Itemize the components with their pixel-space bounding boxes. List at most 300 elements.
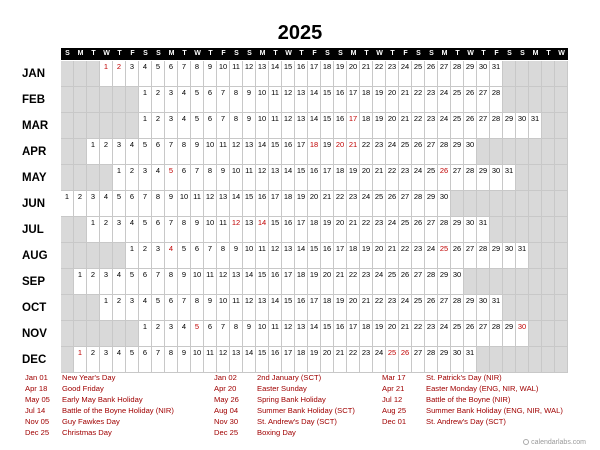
day-cell[interactable]: 31	[529, 113, 542, 139]
day-cell[interactable]: 8	[165, 347, 178, 373]
day-cell[interactable]: 31	[477, 217, 490, 243]
day-cell[interactable]: 18	[360, 321, 373, 347]
day-cell[interactable]: 6	[204, 321, 217, 347]
day-cell[interactable]: 13	[295, 113, 308, 139]
day-cell[interactable]: 29	[477, 165, 490, 191]
day-cell[interactable]: 27	[464, 243, 477, 269]
day-cell[interactable]: 14	[308, 321, 321, 347]
day-cell[interactable]: 14	[308, 113, 321, 139]
day-cell[interactable]: 2	[87, 269, 100, 295]
day-cell[interactable]: 28	[451, 61, 464, 87]
day-cell[interactable]: 4	[126, 217, 139, 243]
day-cell[interactable]: 20	[334, 139, 347, 165]
day-cell[interactable]: 18	[308, 139, 321, 165]
day-cell[interactable]: 3	[152, 243, 165, 269]
day-cell[interactable]: 27	[399, 191, 412, 217]
day-cell[interactable]: 19	[373, 113, 386, 139]
day-cell[interactable]: 3	[165, 87, 178, 113]
day-cell[interactable]: 8	[230, 113, 243, 139]
day-cell[interactable]: 1	[100, 61, 113, 87]
day-cell[interactable]: 5	[191, 113, 204, 139]
day-cell[interactable]: 3	[165, 321, 178, 347]
day-cell[interactable]: 20	[334, 217, 347, 243]
day-cell[interactable]: 19	[373, 87, 386, 113]
day-cell[interactable]: 16	[282, 139, 295, 165]
day-cell[interactable]: 14	[243, 347, 256, 373]
day-cell[interactable]: 6	[191, 243, 204, 269]
day-cell[interactable]: 16	[334, 87, 347, 113]
day-cell[interactable]: 9	[191, 139, 204, 165]
day-cell[interactable]: 29	[438, 269, 451, 295]
day-cell[interactable]: 17	[269, 191, 282, 217]
day-cell[interactable]: 17	[321, 165, 334, 191]
day-cell[interactable]: 9	[178, 269, 191, 295]
day-cell[interactable]: 3	[113, 217, 126, 243]
day-cell[interactable]: 3	[126, 295, 139, 321]
day-cell[interactable]: 18	[295, 347, 308, 373]
day-cell[interactable]: 23	[373, 139, 386, 165]
day-cell[interactable]: 27	[412, 269, 425, 295]
day-cell[interactable]: 20	[386, 321, 399, 347]
day-cell[interactable]: 11	[204, 269, 217, 295]
day-cell[interactable]: 9	[204, 61, 217, 87]
day-cell[interactable]: 1	[74, 269, 87, 295]
day-cell[interactable]: 28	[464, 165, 477, 191]
day-cell[interactable]: 18	[360, 87, 373, 113]
day-cell[interactable]: 10	[204, 139, 217, 165]
day-cell[interactable]: 9	[243, 113, 256, 139]
day-cell[interactable]: 11	[256, 243, 269, 269]
day-cell[interactable]: 30	[451, 347, 464, 373]
credit-link[interactable]	[523, 438, 586, 447]
day-cell[interactable]: 27	[477, 321, 490, 347]
day-cell[interactable]: 1	[139, 87, 152, 113]
day-cell[interactable]: 19	[321, 217, 334, 243]
day-cell[interactable]: 31	[464, 347, 477, 373]
day-cell[interactable]: 3	[100, 347, 113, 373]
day-cell[interactable]: 25	[412, 61, 425, 87]
day-cell[interactable]: 3	[113, 139, 126, 165]
day-cell[interactable]: 9	[165, 191, 178, 217]
day-cell[interactable]: 5	[113, 191, 126, 217]
day-cell[interactable]: 15	[282, 295, 295, 321]
day-cell[interactable]: 4	[139, 61, 152, 87]
day-cell[interactable]: 7	[178, 295, 191, 321]
day-cell[interactable]: 17	[282, 347, 295, 373]
day-cell[interactable]: 26	[399, 347, 412, 373]
day-cell[interactable]: 10	[230, 165, 243, 191]
day-cell[interactable]: 6	[139, 347, 152, 373]
day-cell[interactable]: 11	[204, 347, 217, 373]
day-cell[interactable]: 26	[464, 113, 477, 139]
day-cell[interactable]: 10	[191, 347, 204, 373]
day-cell[interactable]: 17	[295, 139, 308, 165]
day-cell[interactable]: 9	[178, 347, 191, 373]
day-cell[interactable]: 5	[178, 243, 191, 269]
day-cell[interactable]: 12	[269, 243, 282, 269]
day-cell[interactable]: 31	[490, 295, 503, 321]
day-cell[interactable]: 24	[438, 87, 451, 113]
day-cell[interactable]: 14	[269, 61, 282, 87]
day-cell[interactable]: 24	[373, 269, 386, 295]
day-cell[interactable]: 8	[178, 139, 191, 165]
day-cell[interactable]: 23	[373, 217, 386, 243]
day-cell[interactable]: 3	[139, 165, 152, 191]
day-cell[interactable]: 27	[477, 113, 490, 139]
day-cell[interactable]: 10	[256, 113, 269, 139]
day-cell[interactable]: 2	[152, 87, 165, 113]
day-cell[interactable]: 21	[321, 191, 334, 217]
day-cell[interactable]: 21	[399, 113, 412, 139]
day-cell[interactable]: 28	[477, 243, 490, 269]
day-cell[interactable]: 30	[490, 165, 503, 191]
day-cell[interactable]: 24	[425, 243, 438, 269]
day-cell[interactable]: 31	[490, 61, 503, 87]
day-cell[interactable]: 15	[256, 347, 269, 373]
day-cell[interactable]: 22	[399, 243, 412, 269]
day-cell[interactable]: 21	[360, 295, 373, 321]
day-cell[interactable]: 15	[295, 165, 308, 191]
day-cell[interactable]: 12	[282, 87, 295, 113]
day-cell[interactable]: 13	[230, 269, 243, 295]
day-cell[interactable]: 13	[269, 165, 282, 191]
day-cell[interactable]: 2	[152, 321, 165, 347]
day-cell[interactable]: 23	[386, 61, 399, 87]
day-cell[interactable]: 25	[399, 139, 412, 165]
day-cell[interactable]: 12	[230, 217, 243, 243]
day-cell[interactable]: 4	[178, 113, 191, 139]
day-cell[interactable]: 25	[386, 347, 399, 373]
day-cell[interactable]: 19	[334, 61, 347, 87]
day-cell[interactable]: 29	[451, 217, 464, 243]
day-cell[interactable]: 8	[178, 217, 191, 243]
day-cell[interactable]: 5	[126, 347, 139, 373]
day-cell[interactable]: 8	[230, 321, 243, 347]
day-cell[interactable]: 7	[165, 139, 178, 165]
day-cell[interactable]: 21	[386, 243, 399, 269]
day-cell[interactable]: 23	[360, 347, 373, 373]
day-cell[interactable]: 15	[308, 243, 321, 269]
day-cell[interactable]: 28	[425, 269, 438, 295]
day-cell[interactable]: 14	[282, 165, 295, 191]
day-cell[interactable]: 2	[100, 217, 113, 243]
day-cell[interactable]: 3	[100, 269, 113, 295]
day-cell[interactable]: 22	[412, 87, 425, 113]
day-cell[interactable]: 6	[204, 113, 217, 139]
day-cell[interactable]: 29	[425, 191, 438, 217]
day-cell[interactable]: 1	[126, 243, 139, 269]
day-cell[interactable]: 13	[256, 61, 269, 87]
day-cell[interactable]: 13	[243, 217, 256, 243]
day-cell[interactable]: 7	[204, 243, 217, 269]
day-cell[interactable]: 30	[438, 191, 451, 217]
day-cell[interactable]: 15	[321, 321, 334, 347]
day-cell[interactable]: 13	[295, 87, 308, 113]
day-cell[interactable]: 26	[464, 321, 477, 347]
day-cell[interactable]: 26	[399, 269, 412, 295]
day-cell[interactable]: 7	[152, 269, 165, 295]
day-cell[interactable]: 26	[438, 165, 451, 191]
day-cell[interactable]: 6	[204, 87, 217, 113]
day-cell[interactable]: 25	[451, 321, 464, 347]
day-cell[interactable]: 20	[360, 165, 373, 191]
day-cell[interactable]: 5	[152, 295, 165, 321]
day-cell[interactable]: 1	[61, 191, 74, 217]
day-cell[interactable]: 18	[347, 243, 360, 269]
day-cell[interactable]: 30	[464, 217, 477, 243]
day-cell[interactable]: 10	[256, 87, 269, 113]
day-cell[interactable]: 15	[269, 139, 282, 165]
day-cell[interactable]: 25	[425, 165, 438, 191]
day-cell[interactable]: 11	[217, 217, 230, 243]
day-cell[interactable]: 24	[438, 113, 451, 139]
day-cell[interactable]: 5	[191, 321, 204, 347]
day-cell[interactable]: 18	[308, 217, 321, 243]
day-cell[interactable]: 1	[139, 321, 152, 347]
day-cell[interactable]: 21	[360, 61, 373, 87]
day-cell[interactable]: 13	[256, 295, 269, 321]
day-cell[interactable]: 2	[74, 191, 87, 217]
day-cell[interactable]: 22	[360, 139, 373, 165]
day-cell[interactable]: 7	[165, 217, 178, 243]
day-cell[interactable]: 12	[243, 295, 256, 321]
day-cell[interactable]: 28	[490, 321, 503, 347]
day-cell[interactable]: 2	[113, 295, 126, 321]
day-cell[interactable]: 18	[321, 61, 334, 87]
day-cell[interactable]: 9	[243, 321, 256, 347]
day-cell[interactable]: 11	[269, 321, 282, 347]
day-cell[interactable]: 23	[412, 243, 425, 269]
day-cell[interactable]: 17	[347, 87, 360, 113]
day-cell[interactable]: 12	[243, 61, 256, 87]
day-cell[interactable]: 14	[256, 217, 269, 243]
day-cell[interactable]: 24	[386, 217, 399, 243]
day-cell[interactable]: 16	[308, 165, 321, 191]
day-cell[interactable]: 17	[308, 295, 321, 321]
day-cell[interactable]: 30	[503, 243, 516, 269]
day-cell[interactable]: 24	[360, 191, 373, 217]
day-cell[interactable]: 10	[217, 295, 230, 321]
day-cell[interactable]: 20	[386, 87, 399, 113]
day-cell[interactable]: 15	[282, 61, 295, 87]
day-cell[interactable]: 12	[256, 165, 269, 191]
day-cell[interactable]: 11	[243, 165, 256, 191]
day-cell[interactable]: 4	[178, 321, 191, 347]
day-cell[interactable]: 3	[165, 113, 178, 139]
day-cell[interactable]: 24	[386, 139, 399, 165]
day-cell[interactable]: 11	[191, 191, 204, 217]
day-cell[interactable]: 8	[217, 243, 230, 269]
day-cell[interactable]: 4	[113, 269, 126, 295]
day-cell[interactable]: 12	[217, 347, 230, 373]
day-cell[interactable]: 25	[386, 269, 399, 295]
day-cell[interactable]: 22	[334, 191, 347, 217]
day-cell[interactable]: 7	[217, 321, 230, 347]
day-cell[interactable]: 6	[165, 61, 178, 87]
day-cell[interactable]: 28	[490, 113, 503, 139]
day-cell[interactable]: 16	[321, 243, 334, 269]
day-cell[interactable]: 21	[334, 347, 347, 373]
day-cell[interactable]: 26	[412, 217, 425, 243]
day-cell[interactable]: 15	[256, 269, 269, 295]
day-cell[interactable]: 18	[282, 191, 295, 217]
day-cell[interactable]: 21	[399, 321, 412, 347]
day-cell[interactable]: 11	[217, 139, 230, 165]
day-cell[interactable]: 23	[425, 113, 438, 139]
day-cell[interactable]: 15	[269, 217, 282, 243]
day-cell[interactable]: 6	[139, 269, 152, 295]
day-cell[interactable]: 30	[516, 321, 529, 347]
day-cell[interactable]: 16	[256, 191, 269, 217]
day-cell[interactable]: 17	[308, 61, 321, 87]
day-cell[interactable]: 9	[230, 243, 243, 269]
day-cell[interactable]: 19	[321, 139, 334, 165]
day-cell[interactable]: 2	[126, 165, 139, 191]
day-cell[interactable]: 21	[399, 87, 412, 113]
day-cell[interactable]: 13	[295, 321, 308, 347]
day-cell[interactable]: 4	[100, 191, 113, 217]
day-cell[interactable]: 4	[165, 243, 178, 269]
day-cell[interactable]: 9	[217, 165, 230, 191]
day-cell[interactable]: 16	[334, 321, 347, 347]
day-cell[interactable]: 4	[113, 347, 126, 373]
day-cell[interactable]: 23	[425, 87, 438, 113]
day-cell[interactable]: 18	[334, 165, 347, 191]
day-cell[interactable]: 23	[399, 165, 412, 191]
day-cell[interactable]: 16	[334, 113, 347, 139]
day-cell[interactable]: 26	[425, 61, 438, 87]
day-cell[interactable]: 8	[152, 191, 165, 217]
day-cell[interactable]: 23	[347, 191, 360, 217]
day-cell[interactable]: 9	[204, 295, 217, 321]
day-cell[interactable]: 17	[295, 217, 308, 243]
day-cell[interactable]: 24	[438, 321, 451, 347]
day-cell[interactable]: 24	[412, 165, 425, 191]
day-cell[interactable]: 22	[373, 295, 386, 321]
day-cell[interactable]: 8	[191, 61, 204, 87]
day-cell[interactable]: 20	[386, 113, 399, 139]
day-cell[interactable]: 14	[256, 139, 269, 165]
day-cell[interactable]: 6	[165, 295, 178, 321]
day-cell[interactable]: 20	[321, 347, 334, 373]
day-cell[interactable]: 5	[126, 269, 139, 295]
day-cell[interactable]: 20	[321, 269, 334, 295]
day-cell[interactable]: 27	[425, 139, 438, 165]
day-cell[interactable]: 31	[516, 243, 529, 269]
day-cell[interactable]: 15	[243, 191, 256, 217]
day-cell[interactable]: 16	[282, 217, 295, 243]
day-cell[interactable]: 30	[477, 295, 490, 321]
day-cell[interactable]: 28	[425, 347, 438, 373]
day-cell[interactable]: 15	[321, 87, 334, 113]
day-cell[interactable]: 29	[451, 139, 464, 165]
day-cell[interactable]: 10	[191, 269, 204, 295]
day-cell[interactable]: 11	[269, 87, 282, 113]
day-cell[interactable]: 28	[412, 191, 425, 217]
day-cell[interactable]: 4	[152, 165, 165, 191]
day-cell[interactable]: 22	[412, 113, 425, 139]
day-cell[interactable]: 18	[321, 295, 334, 321]
day-cell[interactable]: 22	[373, 61, 386, 87]
day-cell[interactable]: 11	[230, 295, 243, 321]
day-cell[interactable]: 8	[204, 165, 217, 191]
day-cell[interactable]: 10	[256, 321, 269, 347]
day-cell[interactable]: 19	[308, 269, 321, 295]
day-cell[interactable]: 27	[451, 165, 464, 191]
day-cell[interactable]: 16	[269, 269, 282, 295]
day-cell[interactable]: 25	[399, 217, 412, 243]
day-cell[interactable]: 24	[373, 347, 386, 373]
day-cell[interactable]: 5	[165, 165, 178, 191]
day-cell[interactable]: 4	[178, 87, 191, 113]
day-cell[interactable]: 12	[282, 113, 295, 139]
day-cell[interactable]: 17	[334, 243, 347, 269]
day-cell[interactable]: 30	[451, 269, 464, 295]
day-cell[interactable]: 28	[451, 295, 464, 321]
day-cell[interactable]: 25	[451, 113, 464, 139]
day-cell[interactable]: 6	[152, 217, 165, 243]
day-cell[interactable]: 5	[152, 61, 165, 87]
day-cell[interactable]: 19	[334, 295, 347, 321]
day-cell[interactable]: 1	[139, 113, 152, 139]
day-cell[interactable]: 1	[100, 295, 113, 321]
day-cell[interactable]: 17	[282, 269, 295, 295]
day-cell[interactable]: 15	[321, 113, 334, 139]
day-cell[interactable]: 14	[295, 243, 308, 269]
day-cell[interactable]: 21	[347, 139, 360, 165]
day-cell[interactable]: 23	[425, 321, 438, 347]
day-cell[interactable]: 8	[230, 87, 243, 113]
day-cell[interactable]: 12	[282, 321, 295, 347]
day-cell[interactable]: 29	[503, 113, 516, 139]
day-cell[interactable]: 2	[113, 61, 126, 87]
day-cell[interactable]: 14	[243, 269, 256, 295]
day-cell[interactable]: 3	[87, 191, 100, 217]
day-cell[interactable]: 26	[386, 191, 399, 217]
day-cell[interactable]: 22	[347, 269, 360, 295]
day-cell[interactable]: 5	[191, 87, 204, 113]
day-cell[interactable]: 13	[282, 243, 295, 269]
day-cell[interactable]: 2	[87, 347, 100, 373]
day-cell[interactable]: 13	[243, 139, 256, 165]
day-cell[interactable]: 21	[373, 165, 386, 191]
day-cell[interactable]: 10	[243, 243, 256, 269]
day-cell[interactable]: 27	[425, 217, 438, 243]
day-cell[interactable]: 8	[165, 269, 178, 295]
day-cell[interactable]: 29	[464, 61, 477, 87]
day-cell[interactable]: 27	[438, 61, 451, 87]
day-cell[interactable]: 28	[438, 139, 451, 165]
day-cell[interactable]: 7	[152, 347, 165, 373]
day-cell[interactable]: 11	[269, 113, 282, 139]
day-cell[interactable]: 20	[347, 61, 360, 87]
day-cell[interactable]: 31	[503, 165, 516, 191]
day-cell[interactable]: 25	[412, 295, 425, 321]
day-cell[interactable]: 20	[308, 191, 321, 217]
day-cell[interactable]: 17	[347, 113, 360, 139]
day-cell[interactable]: 28	[438, 217, 451, 243]
day-cell[interactable]: 30	[464, 139, 477, 165]
day-cell[interactable]: 2	[100, 139, 113, 165]
day-cell[interactable]: 2	[152, 113, 165, 139]
day-cell[interactable]: 5	[139, 217, 152, 243]
day-cell[interactable]: 14	[230, 191, 243, 217]
day-cell[interactable]: 18	[360, 113, 373, 139]
day-cell[interactable]: 12	[217, 269, 230, 295]
day-cell[interactable]: 14	[308, 87, 321, 113]
day-cell[interactable]: 23	[386, 295, 399, 321]
day-cell[interactable]: 4	[139, 295, 152, 321]
